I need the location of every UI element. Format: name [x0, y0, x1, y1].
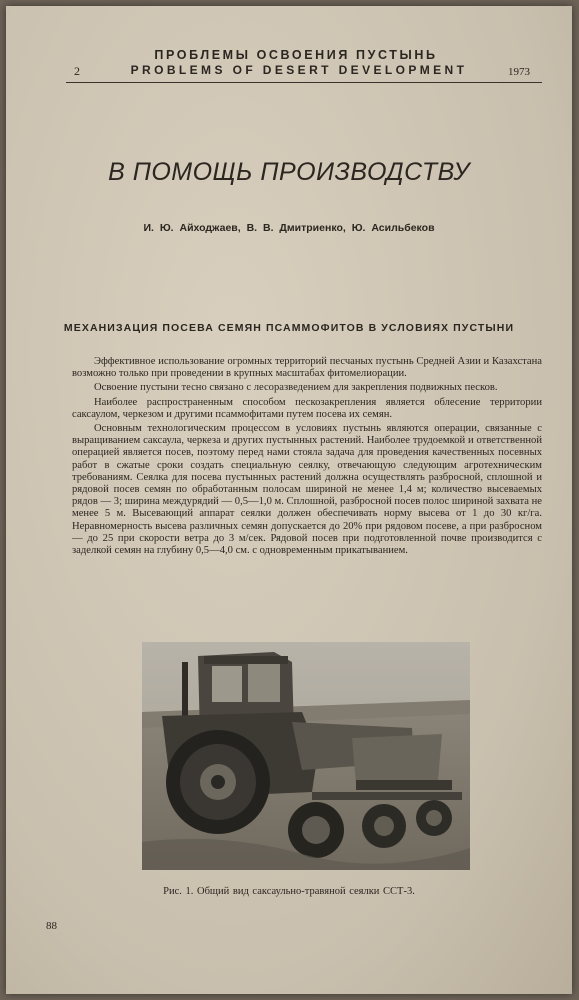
section-title: В ПОМОЩЬ ПРОИЗВОДСТВУ	[108, 158, 470, 186]
article-authors: И. Ю. Айходжаев, В. В. Дмитриенко, Ю. Асильбеков	[143, 222, 435, 234]
journal-page	[6, 6, 572, 994]
page-number: 88	[46, 920, 57, 932]
issue-number: 2	[74, 64, 80, 78]
journal-title-ru: ПРОБЛЕМЫ ОСВОЕНИЯ ПУСТЫНЬ	[154, 48, 438, 62]
paragraph: Освоение пустыни тесно связано с лесоразведением для закрепления подвижных песков.	[94, 382, 498, 394]
article-body	[72, 356, 542, 559]
tractor-seeder-photo	[142, 642, 470, 870]
paragraph: Эффективное использование огромных территорий песчаных пустынь Средней Азии и Казахстана возможно только при проведении в крупных масштабах фитомелиорации.	[72, 356, 542, 380]
header-rule	[66, 82, 542, 83]
issue-year: 1973	[508, 66, 530, 78]
article-title: МЕХАНИЗАЦИЯ ПОСЕВА СЕМЯН ПСАММОФИТОВ В УСЛОВИЯХ ПУСТЫНИ	[63, 322, 515, 334]
paragraph: Наиболее распространенным способом пескозакрепления является облесение территории саксаулом, черкезом и другими псаммофитами путем посева их семян.	[72, 396, 542, 420]
running-header	[6, 48, 572, 88]
figure-caption: Рис. 1. Общий вид саксаульно-травяной сеялки ССТ-3.	[163, 886, 415, 897]
photo-illustration	[142, 642, 470, 870]
paragraph: Основным технологическим процессом в условиях пустынь являются операции, связанные с выращиванием саксаула, черкеза и других пустынных растений. Наиболее трудоемкой и ответственной операцией является посев, поэтому перед нами стояла задача для проведения качественных посевных работ в сжатые сроки создать специальную сеялку, отвечающую следующим агротехническим требованиям. Сеялка для посева пустынных растений должна осуществлять разбросной, сплошной и рядовой посев семян по обработанным полосам шириной не менее 1,4 м; количество высеваемых рядов — 3; ширина междурядий — 0,5—1,0 м. Сплошной, разбросной посев полос шириной захвата не менее 5 м. Высевающий аппарат сеялки должен обеспечивать норму высева от 1 до 30 кг/га. Неравномерность высева различных семян допускается до 20% при рядовом посеве, а при разбросном — до 25 при скорости ветра до 3 м/сек. Рядовой посев при подготовленной почве производится с заделкой семян на глубину 0,5—4,0 см. с одновременным прикатыванием.	[72, 423, 542, 557]
journal-title-en: PROBLEMS OF DESERT DEVELOPMENT	[130, 63, 468, 77]
